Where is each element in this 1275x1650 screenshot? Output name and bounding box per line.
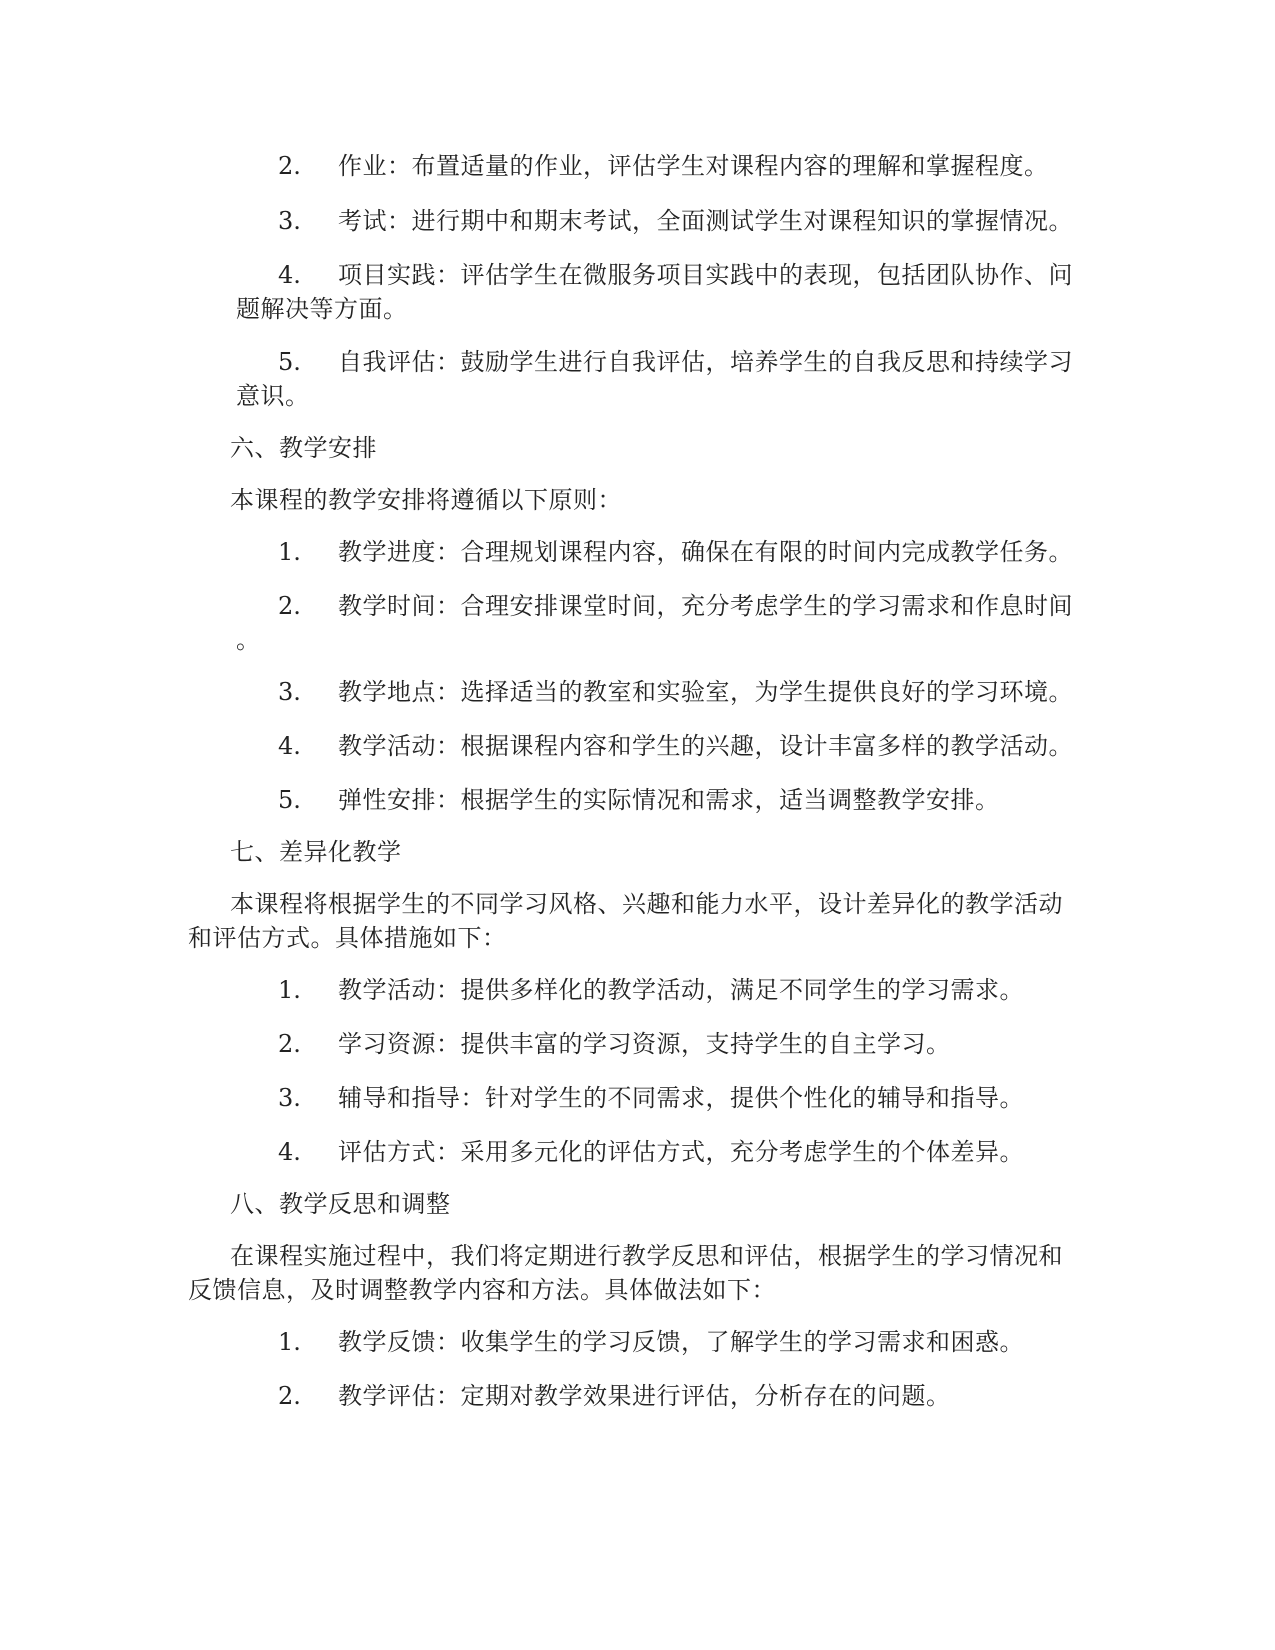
section-intro: 本课程的教学安排将遵循以下原则： bbox=[230, 486, 622, 514]
list-item-number: 2. bbox=[278, 592, 301, 620]
list-item-text: 教学评估：定期对教学效果进行评估，分析存在的问题。 bbox=[338, 1382, 951, 1410]
section-intro-continuation: 和评估方式。具体措施如下： bbox=[188, 924, 507, 952]
section-intro: 本课程将根据学生的不同学习风格、兴趣和能力水平，设计差异化的教学活动 bbox=[230, 890, 1063, 918]
list-item-continuation: 意识。 bbox=[236, 382, 310, 410]
list-item-continuation: 。 bbox=[236, 626, 261, 654]
list-item-number: 5. bbox=[278, 348, 301, 376]
list-item-text: 评估方式：采用多元化的评估方式，充分考虑学生的个体差异。 bbox=[338, 1138, 1024, 1166]
section-intro: 在课程实施过程中，我们将定期进行教学反思和评估，根据学生的学习情况和 bbox=[230, 1242, 1063, 1270]
list-item-number: 5. bbox=[278, 786, 301, 814]
list-item-number: 4. bbox=[278, 732, 301, 760]
section-intro-continuation: 反馈信息，及时调整教学内容和方法。具体做法如下： bbox=[188, 1276, 776, 1304]
list-item-number: 2. bbox=[278, 1030, 301, 1058]
list-item-number: 2. bbox=[278, 152, 301, 180]
list-item-text: 教学地点：选择适当的教室和实验室，为学生提供良好的学习环境。 bbox=[338, 678, 1073, 706]
list-item-number: 3. bbox=[278, 207, 301, 235]
list-item-number: 1. bbox=[278, 1328, 301, 1356]
list-item-number: 4. bbox=[278, 261, 301, 289]
list-item-text: 教学时间：合理安排课堂时间，充分考虑学生的学习需求和作息时间 bbox=[338, 592, 1073, 620]
section-heading: 六、教学安排 bbox=[230, 434, 377, 462]
list-item-text: 自我评估：鼓励学生进行自我评估，培养学生的自我反思和持续学习 bbox=[338, 348, 1073, 376]
list-item-number: 3. bbox=[278, 1084, 301, 1112]
list-item-number: 4. bbox=[278, 1138, 301, 1166]
list-item-text: 学习资源：提供丰富的学习资源，支持学生的自主学习。 bbox=[338, 1030, 951, 1058]
section-heading: 八、教学反思和调整 bbox=[230, 1190, 451, 1218]
list-item-text: 教学活动：提供多样化的教学活动，满足不同学生的学习需求。 bbox=[338, 976, 1024, 1004]
list-item-text: 考试：进行期中和期末考试，全面测试学生对课程知识的掌握情况。 bbox=[338, 207, 1073, 235]
list-item-text: 教学反馈：收集学生的学习反馈，了解学生的学习需求和困惑。 bbox=[338, 1328, 1024, 1356]
list-item-text: 辅导和指导：针对学生的不同需求，提供个性化的辅导和指导。 bbox=[338, 1084, 1024, 1112]
list-item-number: 2. bbox=[278, 1382, 301, 1410]
list-item-text: 作业：布置适量的作业，评估学生对课程内容的理解和掌握程度。 bbox=[338, 152, 1049, 180]
section-heading: 七、差异化教学 bbox=[230, 838, 402, 866]
list-item-text: 教学活动：根据课程内容和学生的兴趣，设计丰富多样的教学活动。 bbox=[338, 732, 1073, 760]
list-item-number: 3. bbox=[278, 678, 301, 706]
list-item-text: 弹性安排：根据学生的实际情况和需求，适当调整教学安排。 bbox=[338, 786, 1000, 814]
list-item-text: 教学进度：合理规划课程内容，确保在有限的时间内完成教学任务。 bbox=[338, 538, 1073, 566]
list-item-continuation: 题解决等方面。 bbox=[236, 295, 408, 323]
list-item-number: 1. bbox=[278, 538, 301, 566]
list-item-text: 项目实践：评估学生在微服务项目实践中的表现，包括团队协作、问 bbox=[338, 261, 1073, 289]
list-item-number: 1. bbox=[278, 976, 301, 1004]
